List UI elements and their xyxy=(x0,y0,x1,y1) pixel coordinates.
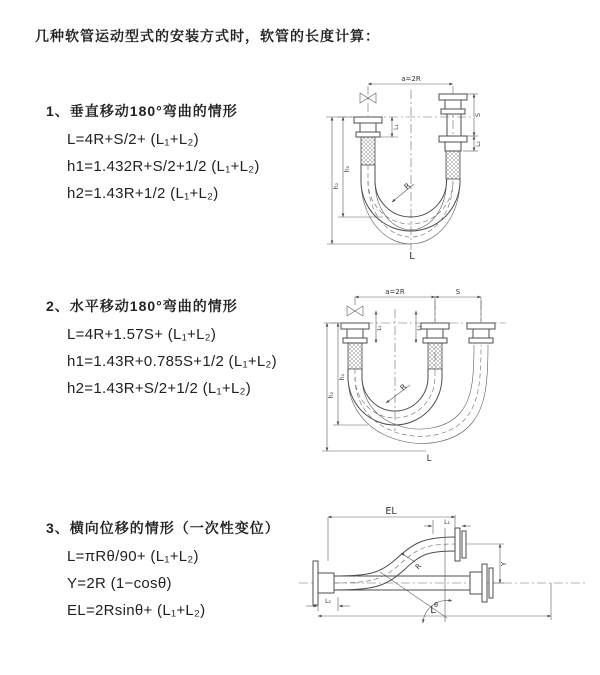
dim-label-l2: L₂ xyxy=(325,598,331,605)
section-3-heading: 3、横向位移的情形（一次性变位） xyxy=(46,520,280,536)
section-horizontal-180 xyxy=(46,296,277,397)
diagram-horizontal-180 xyxy=(306,281,598,471)
braid-left xyxy=(361,137,375,165)
dim-label-l: L xyxy=(430,605,436,616)
braid-middle xyxy=(428,343,442,369)
dim-label-r: R xyxy=(402,181,413,192)
dim-label-y: Y xyxy=(500,561,508,567)
left-flange xyxy=(354,117,382,137)
braid-left xyxy=(348,343,362,369)
section-1-heading: 1、垂直移动180°弯曲的情形 xyxy=(46,103,238,119)
dim-label-s: S xyxy=(474,112,482,118)
formula-h1: h1=1.432R+S/2+1/2 (L₁+L₂) xyxy=(67,158,260,175)
dim-label-h2: h₂ xyxy=(333,182,340,190)
right-flange xyxy=(467,323,495,343)
page-title: 几种软管运动型式的安装方式时，软管的长度计算： xyxy=(35,28,380,44)
dim-label-l: L xyxy=(409,251,415,262)
dim-label-h1: h₁ xyxy=(339,373,346,381)
formula-y: Y=2R (1−cosθ) xyxy=(67,575,172,592)
diagram-vertical-180 xyxy=(308,66,590,268)
section-2-heading: 2、水平移动180°弯曲的情形 xyxy=(46,298,238,314)
dim-label-h2: h₂ xyxy=(328,391,335,399)
formula-h2: h2=1.43R+1/2 (L₁+L₂) xyxy=(67,185,219,202)
formula-h1: h1=1.43R+0.785S+1/2 (L₁+L₂) xyxy=(67,353,277,370)
dim-label-l1: L₁ xyxy=(377,325,383,331)
right-flange-top xyxy=(439,94,467,114)
hose-u-shape xyxy=(361,165,460,244)
formula-h2: h2=1.43R+S/2+1/2 (L₁+L₂) xyxy=(67,380,252,397)
braid-right xyxy=(446,151,460,179)
valve-icon xyxy=(347,306,363,316)
dim-label-l2: L₂ xyxy=(417,325,423,331)
construction-chord xyxy=(380,572,447,618)
dim-label-h1: h₁ xyxy=(344,165,351,173)
dim-label-l2: L₂ xyxy=(475,141,482,147)
formula-el: EL=2Rsinθ+ (L₁+L₂) xyxy=(67,602,206,619)
formula-l: L=4R+S/2+ (L₁+L₂) xyxy=(67,131,199,148)
dim-label-a2r: a=2R xyxy=(401,75,421,83)
formula-l: L=πRθ/90+ (L₁+L₂) xyxy=(67,548,199,565)
section-lateral-displacement xyxy=(46,518,280,619)
dim-label-s: S xyxy=(455,288,461,296)
dim-label-l1: L₁ xyxy=(393,124,400,130)
dim-label-a2r: a=2R xyxy=(385,288,405,296)
dim-label-r: R xyxy=(398,382,409,393)
left-flange xyxy=(341,323,369,343)
dim-label-el: EL xyxy=(385,506,397,517)
formula-l: L=4R+1.57S+ (L₁+L₂) xyxy=(67,326,217,343)
hose-u-displaced xyxy=(348,345,488,443)
diagram-lateral-displacement xyxy=(293,502,597,660)
dim-label-l: L xyxy=(426,454,432,464)
right-flange xyxy=(470,564,493,602)
section-vertical-180 xyxy=(46,101,260,202)
upper-flange xyxy=(455,528,466,561)
right-flange-lower xyxy=(439,136,467,151)
middle-flange xyxy=(421,323,449,343)
radius-leader xyxy=(401,553,415,562)
dim-label-r: R xyxy=(413,562,424,572)
dim-label-l1: L₁ xyxy=(444,519,450,526)
dim-label-theta: θ xyxy=(434,601,438,609)
